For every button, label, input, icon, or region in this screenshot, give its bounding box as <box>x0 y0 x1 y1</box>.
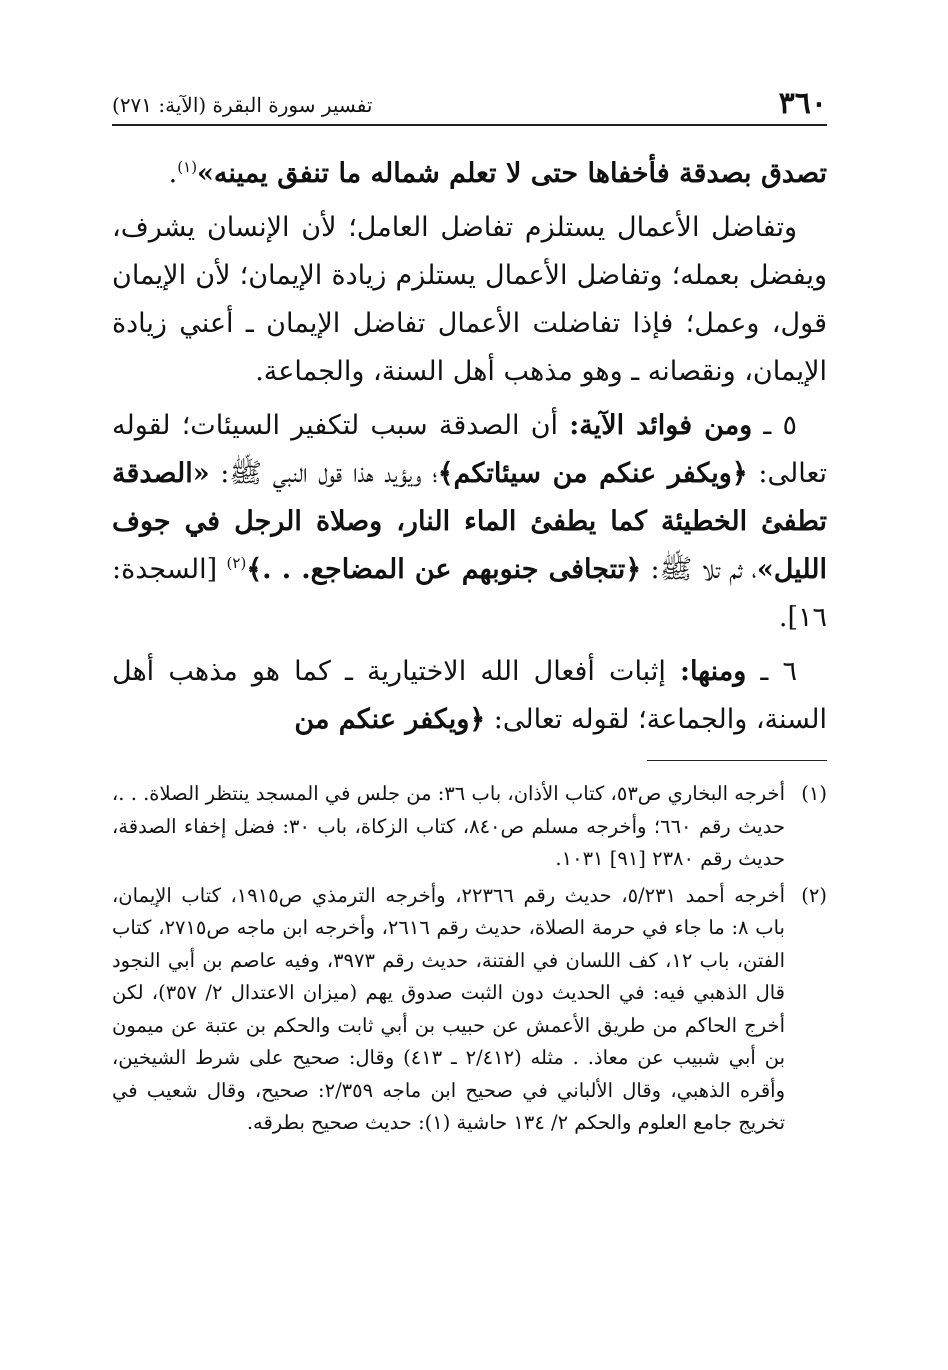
hadith-quote: «الصدقة تطفئ الخطيئة كما يطفئ الماء النار، وصلاة الرجل في جوف الليل» <box>112 458 827 585</box>
point-number: ٦ ـ <box>760 656 797 687</box>
page-number: ٣٦٠ <box>778 86 827 121</box>
footnote-number: (٢) <box>801 883 827 907</box>
footnote-ref-1: (١) <box>177 158 198 176</box>
footnote-text: أخرجه أحمد ٥/٢٣١، حديث رقم ٢٢٣٦٦، وأخرجه الترمذي ص١٩١٥، كتاب الإيمان، باب ٨: ما جاء في حرمة الصلاة، حديث رقم ٢٦١٦، وأخرجه ابن ماجه ص٢٧١٥، كتاب الفتن، باب ١٢، كف اللسان في الفتنة، حديث رقم ٣٩٧٣، وفيه عاصم بن أبي النجود قال الذهبي فيه: في الحديث دون الثبت صدوق يهم (ميزان الاعتدال ٢/ ٣٥٧)، لكن أخرج الحاكم من طريق الأعمش عن حبيب بن أبي ثابت والحكم بن عتبة عن ميمون بن أبي شبيب عن معاذ. . مثله (٢/٤١٢ ـ ٤١٣) وقال: صحيح على شرط الشيخين، وأقره الذهبي، وقال الألباني في صحيح ابن ماجه ٢/٣٥٩: صحيح، وقال شعيب في تخريج جامع العلوم والحكم ٢/ ١٣٤ حاشية (١): حديث صحيح بطرقه. <box>112 883 786 1134</box>
footnote-1 <box>112 778 827 876</box>
point-heading: ومنها: <box>679 656 747 687</box>
footnote-number: (١) <box>801 782 827 805</box>
paragraph-2: وتفاضل الأعمال يستلزم تفاضل العامل؛ لأن الإنسان يشرف، ويفضل بعمله؛ وتفاضل الأعمال يستلزم زيادة الإيمان؛ لأن الإيمان قول، وعمل؛ فإذا تفاضلت الأعمال تفاضل الإيمان ـ أعني زيادة الإيمان، ونقصانه ـ وهو مذهب أهل السنة، والجماعة. <box>112 212 827 387</box>
footnote-2 <box>112 880 827 1140</box>
paragraph-1 <box>112 150 827 198</box>
footnote-text: أخرجه البخاري ص٥٣، كتاب الأذان، باب ٣٦: من جلس في المسجد ينتظر الصلاة. . .، حديث رقم ٦٦٠؛ وأخرجه مسلم ص٨٤٠، كتاب الزكاة، باب ٣٠: فضل إخفاء الصدقة، حديث رقم ٢٣٨٠ [٩١] ١٠٣١. <box>112 782 786 870</box>
main-text <box>112 150 827 750</box>
sentence-end: . <box>168 158 178 189</box>
quran-verse: ﴿ويكفر عنكم من <box>294 704 486 735</box>
page-header <box>112 86 827 126</box>
running-title: تفسير سورة البقرة (الآية: ٢٧١) <box>112 93 373 117</box>
point-number: ٥ ـ <box>763 410 797 441</box>
point-text: ، ثم تلا ﷺ: <box>641 554 757 585</box>
paragraph-3 <box>112 402 827 642</box>
quran-verse: ﴿ويكفر عنكم من سيئاتكم﴾ <box>437 458 748 489</box>
point-text: أن الصدقة سبب لتكفير السيئات؛ لقوله تعالى: <box>112 410 827 489</box>
quran-verse: ﴿تتجافى جنوبهم عن المضاجع. . .﴾ <box>246 554 642 585</box>
paragraph-4 <box>112 648 827 744</box>
footnotes <box>112 778 827 1144</box>
point-heading: ومن فوائد الآية: <box>569 410 753 441</box>
verse-citation: [السجدة: ١٦]. <box>112 554 827 633</box>
footnote-separator <box>647 760 827 761</box>
footnote-ref-2: (٢) <box>226 554 247 572</box>
hadith-continuation: تصدق بصدقة فأخفاها حتى لا تعلم شماله ما تنفق يمينه» <box>197 158 827 189</box>
point-text: إثبات أفعال الله الاختيارية ـ كما هو مذهب أهل السنة، والجماعة؛ لقوله تعالى: <box>112 656 827 735</box>
point-text: ؛ ويؤيد هذا قول النبي ﷺ: <box>209 458 438 489</box>
